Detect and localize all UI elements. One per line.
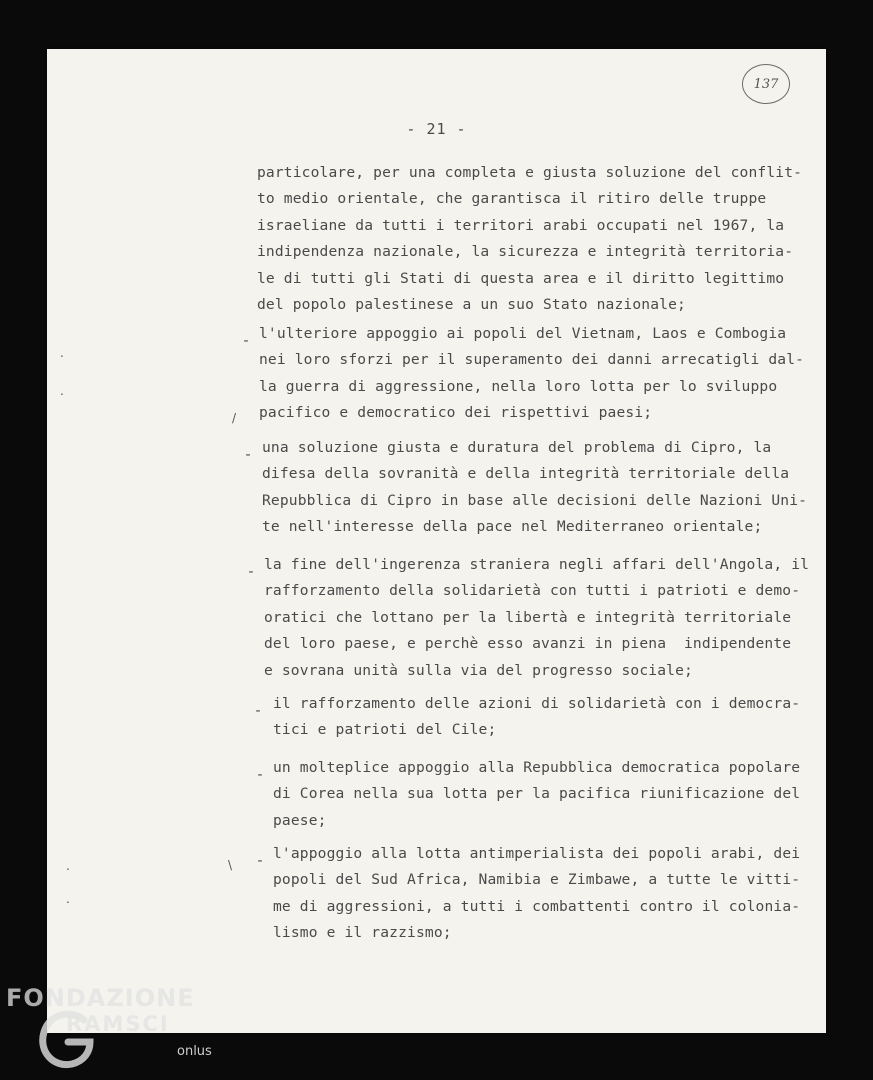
list-item-corea <box>273 755 800 834</box>
text-line: oratici che lottano per la libertà e integrità territoriale <box>264 608 792 626</box>
margin-dot-mark: . <box>60 384 64 398</box>
list-item-cipro <box>262 435 807 541</box>
text-line: del loro paese, e perchè esso avanzi in piena indipendente <box>264 635 792 653</box>
list-bullet: - <box>253 702 263 719</box>
text-line: una soluzione giusta e duratura del problema di Cipro, la <box>262 439 772 456</box>
list-item-vietnam <box>259 321 804 427</box>
text-line: l'appoggio alla lotta antimperialista dei popoli arabi, dei <box>273 845 801 862</box>
list-item-antimperialismo <box>273 841 800 947</box>
text-line: Repubblica di Cipro in base alle decisioni delle Nazioni Uni- <box>262 491 808 509</box>
text-line: paese; <box>273 811 327 829</box>
list-item-angola <box>264 552 809 684</box>
text-line: il rafforzamento delle azioni di solidarietà con i democra- <box>273 695 801 712</box>
text-line: di Corea nella sua lotta per la pacifica riunificazione del <box>273 785 801 803</box>
paragraph-continuation <box>257 160 802 318</box>
archive-page-stamp: 137 <box>742 64 790 104</box>
fondazione-gramsci-logo <box>6 984 236 1076</box>
text-line: del popolo palestinese a un suo Stato nazionale; <box>257 295 686 313</box>
text-line: particolare, per una completa e giusta soluzione del conflit- <box>257 164 803 181</box>
text-line: la fine dell'ingerenza straniera negli affari dell'Angola, il <box>264 556 810 573</box>
margin-dot-mark: . <box>60 346 64 360</box>
text-line: me di aggressioni, a tutti i combattenti contro il colonia- <box>273 897 801 915</box>
text-line: te nell'interesse della pace nel Mediterraneo orientale; <box>262 518 763 536</box>
list-bullet: - <box>255 852 265 869</box>
list-bullet: - <box>241 332 251 349</box>
text-line: la guerra di aggressione, nella loro lotta per lo sviluppo <box>259 377 778 395</box>
text-line: to medio orientale, che garantisca il ritiro delle truppe <box>257 190 767 208</box>
margin-tick-mark: \ <box>228 858 233 872</box>
list-item-cile <box>273 691 800 744</box>
margin-dot-mark: . <box>66 892 70 906</box>
text-line: le di tutti gli Stati di questa area e il diritto legittimo <box>257 269 785 287</box>
logo-text-gramsci: RAMSCI <box>66 1012 170 1036</box>
text-line: difesa della sovranità e della integrità territoriale della <box>262 465 790 483</box>
page-number: - 21 - <box>406 120 467 138</box>
text-line: e sovrana unità sulla via del progresso sociale; <box>264 661 693 679</box>
text-line: l'ulteriore appoggio ai popoli del Vietnam, Laos e Combogia <box>259 325 787 342</box>
list-bullet: - <box>243 446 253 463</box>
margin-tick-mark: / <box>232 411 237 425</box>
text-line: nei loro sforzi per il superamento dei danni arrecatigli dal- <box>259 351 805 369</box>
text-line: tici e patrioti del Cile; <box>273 721 497 739</box>
margin-dot-mark: . <box>66 859 70 873</box>
logo-text-fondazione: FONDAZIONE <box>6 984 195 1012</box>
text-line: indipendenza nazionale, la sicurezza e integrità territoria- <box>257 243 794 261</box>
text-line: popoli del Sud Africa, Namibia e Zimbawe, a tutte le vitti- <box>273 871 801 889</box>
list-bullet: - <box>246 563 256 580</box>
text-line: israeliane da tutti i territori arabi occupati nel 1967, la <box>257 216 785 234</box>
text-line: pacifico e democratico dei rispettivi paesi; <box>259 404 653 422</box>
logo-text-onlus: onlus <box>177 1044 212 1059</box>
text-line: un molteplice appoggio alla Repubblica democratica popolare <box>273 759 801 776</box>
text-line: lismo e il razzismo; <box>273 924 452 942</box>
text-line: rafforzamento della solidarietà con tutti i patrioti e demo- <box>264 582 801 600</box>
list-bullet: - <box>255 766 265 783</box>
